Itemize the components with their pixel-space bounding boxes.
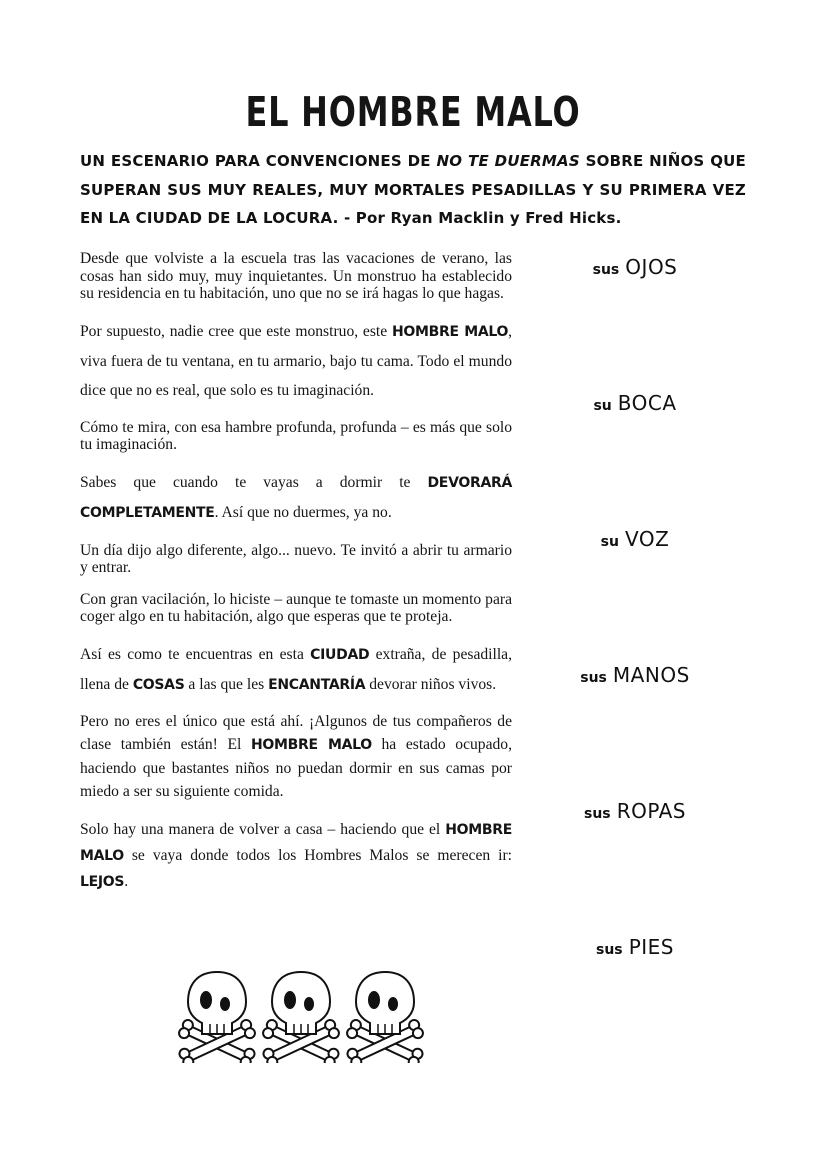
subtitle bbox=[80, 147, 746, 233]
side-label-eyes bbox=[560, 255, 710, 279]
emphasis-text: HOMBRE MALO bbox=[80, 821, 512, 864]
paragraph bbox=[80, 250, 512, 303]
side-label-mouth bbox=[560, 391, 710, 415]
side-label-word: MANOS bbox=[612, 663, 690, 687]
paragraph-text: Cómo te mira, con esa hambre profunda, profunda – es más que solo tu imaginación. bbox=[80, 418, 512, 453]
paragraph-text: extraña, de pesadilla, llena de bbox=[80, 645, 512, 693]
paragraph bbox=[80, 710, 512, 803]
side-label-prefix: sus bbox=[596, 942, 623, 958]
emphasis-text: HOMBRE MALO bbox=[391, 323, 509, 340]
side-label-prefix: su bbox=[593, 398, 612, 414]
skull-decoration bbox=[176, 968, 426, 1063]
author-credit: Por Ryan Macklin y Fred Hicks. bbox=[355, 209, 622, 227]
paragraph-text: Pero no eres el único que está ahí. ¡Algunos de tus compañeros de clase también están! El bbox=[80, 712, 512, 753]
side-label-hands bbox=[560, 663, 710, 687]
subtitle-text: SOBRE NIÑOS QUE SUPERAN SUS MUY REALES, MUY MORTALES PESADILLAS Y SU PRIMERA VEZ EN LA CIUDAD DE LA LOCURA. - bbox=[80, 152, 746, 227]
emphasis-text: LEJOS bbox=[80, 873, 125, 890]
side-label-prefix: sus bbox=[592, 262, 620, 278]
subtitle-text: UN ESCENARIO PARA CONVENCIONES DE bbox=[80, 152, 437, 170]
side-label-feet bbox=[560, 935, 710, 959]
paragraph bbox=[80, 317, 512, 405]
body-text bbox=[80, 250, 512, 909]
paragraph-text: devorar niños vivos. bbox=[365, 675, 497, 693]
paragraph bbox=[80, 542, 512, 577]
skull-and-crossbones-icon bbox=[344, 968, 426, 1063]
game-name: NO TE DUERMAS bbox=[436, 152, 580, 170]
side-label-voice bbox=[560, 527, 710, 551]
paragraph bbox=[80, 419, 512, 454]
emphasis-text: ENCANTARÍA bbox=[268, 676, 366, 693]
paragraph-text: ha estado ocupado, haciendo que bastantes niños no puedan dormir en sus camas por miedo a ser su siguiente comida. bbox=[80, 735, 512, 800]
paragraph-text: Así es como te encuentras en esta bbox=[80, 645, 311, 663]
paragraph bbox=[80, 591, 512, 626]
paragraph bbox=[80, 817, 512, 895]
emphasis-text: HOMBRE MALO bbox=[250, 736, 372, 753]
side-label-word: BOCA bbox=[617, 391, 677, 415]
paragraph-text: , viva fuera de tu ventana, en tu armario, bajo tu cama. Todo el mundo dice que no es real, que solo es tu imaginación. bbox=[80, 322, 512, 399]
paragraph-text: Sabes que cuando te vayas a dormir te bbox=[80, 473, 428, 491]
paragraph-text: . bbox=[124, 872, 129, 890]
paragraph-text: . Así que no duermes, ya no. bbox=[214, 503, 392, 521]
side-label-word: ROPAS bbox=[616, 799, 686, 823]
paragraph bbox=[80, 640, 512, 700]
paragraph-text: Por supuesto, nadie cree que este monstruo, este bbox=[80, 322, 392, 340]
paragraph-text: Un día dijo algo diferente, algo... nuevo. Te invitó a abrir tu armario y entrar. bbox=[80, 541, 512, 576]
paragraph-text: a las que les bbox=[184, 675, 269, 693]
skull-and-crossbones-icon bbox=[260, 968, 342, 1063]
side-label-word: OJOS bbox=[625, 255, 678, 279]
paragraph bbox=[80, 468, 512, 528]
page-title: EL HOMBRE MALO bbox=[245, 88, 581, 136]
emphasis-text: CIUDAD bbox=[310, 646, 370, 663]
paragraph-text: se vaya donde todos los Hombres Malos se merecen ir: bbox=[123, 846, 512, 864]
side-label-prefix: su bbox=[600, 534, 619, 550]
side-label-prefix: sus bbox=[580, 670, 607, 686]
paragraph-text: Solo hay una manera de volver a casa – haciendo que el bbox=[80, 820, 446, 838]
emphasis-text: COSAS bbox=[132, 676, 185, 693]
side-label-clothes bbox=[560, 799, 710, 823]
side-label-word: PIES bbox=[628, 935, 674, 959]
skull-and-crossbones-icon bbox=[176, 968, 258, 1063]
emphasis-text: DEVORARÁ COMPLETAMENTE bbox=[80, 474, 512, 521]
paragraph-text: Desde que volviste a la escuela tras las vacaciones de verano, las cosas han sido muy, muy inquietantes. Un monstruo ha establecido su residencia en tu habitación, uno que no se irá hagas lo que hagas. bbox=[80, 250, 512, 302]
paragraph-text: Con gran vacilación, lo hiciste – aunque te tomaste un momento para coger algo en tu habitación, algo que esperas que te proteja. bbox=[80, 590, 512, 625]
side-label-prefix: sus bbox=[584, 806, 611, 822]
side-label-word: VOZ bbox=[625, 527, 670, 551]
